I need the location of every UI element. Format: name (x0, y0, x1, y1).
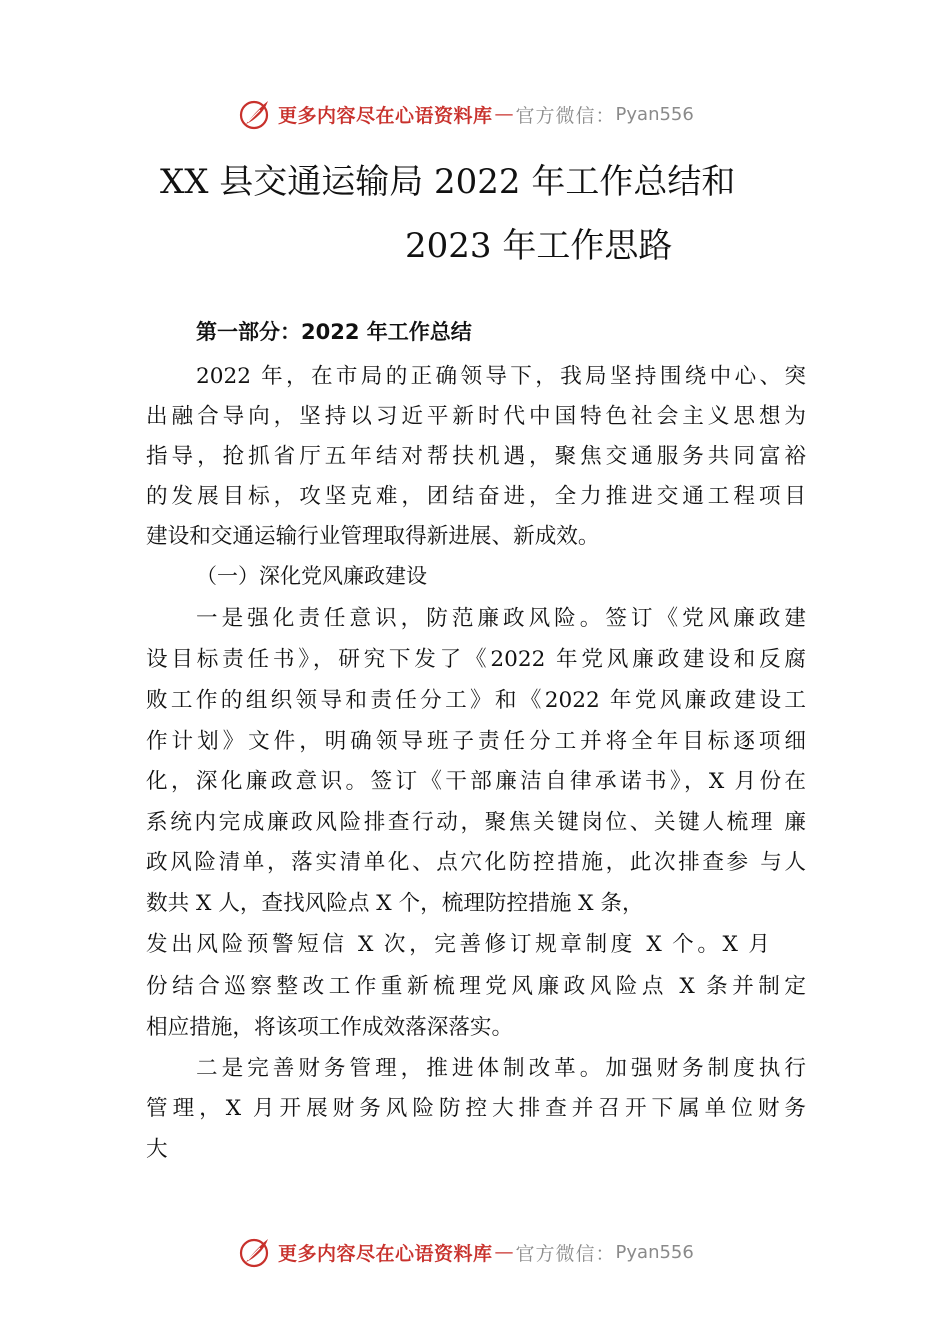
watermark-wechat-id: Pyan556 (615, 1241, 694, 1263)
header-watermark (238, 96, 694, 132)
intro-line: 建设和交通运输行业管理取得新进展、新成效。 (146, 524, 600, 549)
subsection-heading: （一）深化党风廉政建设 (196, 564, 427, 588)
paragraph-line: 政风险清单，落实清单化、点穴化防控措施，此次排查参 与人 (146, 850, 806, 875)
section-heading: 第一部分：2022 年工作总结 (196, 320, 472, 344)
quill-pen-logo-icon (238, 1235, 272, 1269)
paragraph-line: 数共 X 人，查找风险点 X 个，梳理防控措施 X 条， (146, 891, 644, 916)
document-title-line-1: XX 县交通运输局 2022 年工作总结和 (160, 162, 736, 202)
intro-line: 出融合导向，坚持以习近平新时代中国特色社会主义思想为 (146, 404, 806, 429)
paragraph-line: 相应措施，将该项工作成效落深落实。 (146, 1015, 514, 1040)
paragraph-line: 份结合巡察整改工作重新梳理党风廉政风险点 X 条并制定 (146, 974, 806, 999)
watermark-dash: — (494, 103, 514, 125)
document-title-line-2: 2023 年工作思路 (405, 226, 673, 266)
intro-line: 2022 年，在市局的正确领导下，我局坚持围绕中心、突 (196, 364, 806, 389)
watermark-dash: — (494, 1241, 514, 1263)
paragraph-line: 一是强化责任意识，防范廉政风险。签订《党风廉政建 (196, 606, 806, 631)
intro-line: 指导，抢抓省厅五年结对帮扶机遇，聚焦交通服务共同富裕 (146, 444, 806, 469)
watermark-brand-text: 更多内容尽在心语资料库 (278, 104, 493, 127)
paragraph-line: 发出风险预警短信 X 次，完善修订规章制度 X 个。X 月 (146, 932, 770, 957)
paragraph-line: 大 (146, 1137, 168, 1162)
watermark-official-label: 官方微信： (515, 104, 616, 127)
watermark-brand-text: 更多内容尽在心语资料库 (278, 1242, 493, 1265)
watermark-official-label: 官方微信： (515, 1242, 616, 1265)
quill-pen-logo-icon (238, 97, 272, 131)
paragraph-line: 作计划》文件，明确领导班子责任分工并将全年目标逐项细 (146, 729, 806, 754)
paragraph-line: 管理，X 月开展财务风险防控大排查并召开下属单位财务 (146, 1096, 806, 1121)
paragraph-line: 系统内完成廉政风险排查行动，聚焦关键岗位、关键人梳理 廉 (146, 810, 806, 835)
paragraph-line: 败工作的组织领导和责任分工》和《2022 年党风廉政建设工 (146, 688, 806, 713)
paragraph-line: 化，深化廉政意识。签订《干部廉洁自律承诺书》，X 月份在 (146, 769, 806, 794)
footer-watermark (238, 1234, 694, 1270)
intro-line: 的发展目标，攻坚克难，团结奋进，全力推进交通工程项目 (146, 484, 806, 509)
paragraph-line: 设目标责任书》，研究下发了《2022 年党风廉政建设和反腐 (146, 647, 806, 672)
watermark-wechat-id: Pyan556 (615, 103, 694, 125)
paragraph-line: 二是完善财务管理，推进体制改革。加强财务制度执行 (196, 1056, 806, 1081)
